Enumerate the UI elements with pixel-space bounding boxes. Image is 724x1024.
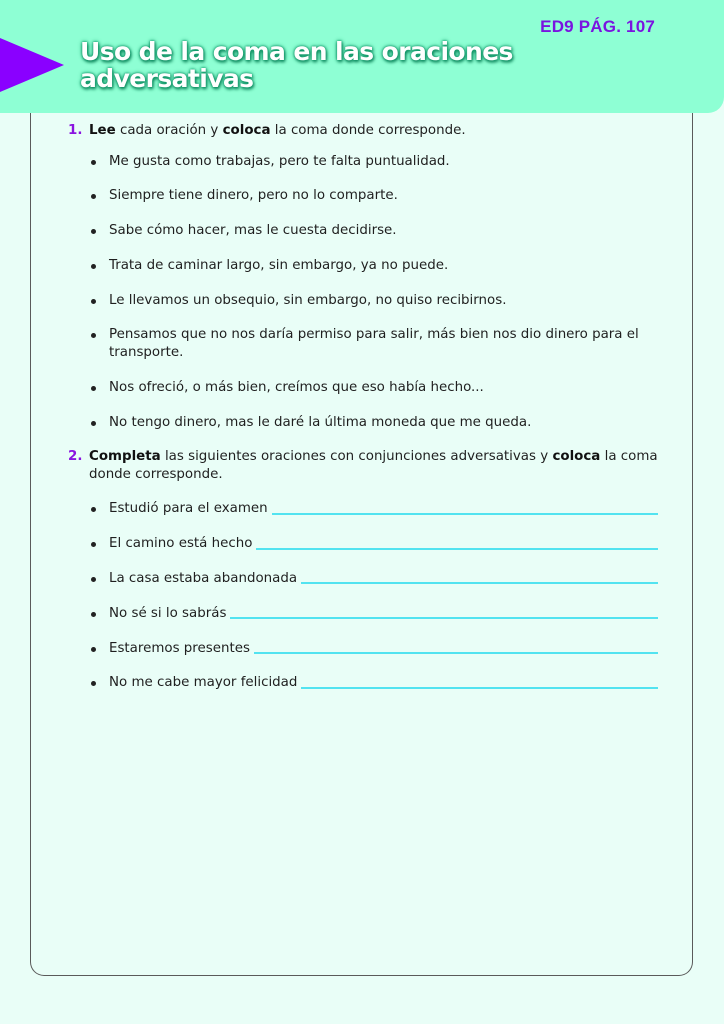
instruction-text: la coma donde corresponde.	[89, 449, 658, 482]
bullet-icon	[91, 577, 96, 582]
sentence-text: No tengo dinero, mas le daré la última moneda que me queda.	[109, 414, 532, 430]
sentence-prompt: La casa estaba abandonada	[109, 570, 298, 586]
bullet-icon	[91, 647, 96, 652]
instruction-text: cada oración y	[115, 123, 223, 138]
answer-blank[interactable]	[230, 617, 658, 619]
sentence-text: Le llevamos un obsequio, sin embargo, no quiso recibirnos.	[109, 292, 507, 308]
bullet-icon	[91, 612, 96, 617]
sentence-prompt: El camino está hecho	[109, 536, 253, 552]
completion-list	[89, 500, 658, 691]
bullet-icon	[91, 333, 96, 338]
bullet-icon	[91, 160, 96, 165]
list-item	[89, 257, 658, 275]
bullet-icon	[91, 229, 96, 234]
list-item	[89, 674, 658, 692]
sentence-prompt: Estudió para el examen	[109, 501, 268, 517]
sentence-prompt: Estaremos presentes	[109, 640, 250, 656]
bullet-icon	[91, 681, 96, 686]
page-title	[80, 38, 600, 92]
exercise-number: 1.	[68, 123, 83, 138]
exercise-1	[68, 122, 658, 431]
instruction-verb: Completa	[89, 449, 161, 465]
list-item	[89, 379, 658, 397]
list-item	[89, 222, 658, 240]
list-item	[89, 570, 658, 588]
instruction-text: las siguientes oraciones con conjunciones adversativas y	[160, 449, 553, 465]
exercise-instruction	[89, 122, 658, 140]
list-item	[89, 326, 658, 361]
sentence-list	[89, 153, 658, 432]
list-item	[89, 292, 658, 310]
sentence-text: Trata de caminar largo, sin embargo, ya no puede.	[109, 257, 449, 273]
instruction-verb: Lee	[89, 123, 116, 138]
sentence-prompt: No sé si lo sabrás	[109, 605, 227, 621]
list-item	[89, 500, 658, 518]
sentence-text: Sabe cómo hacer, mas le cuesta decidirse.	[109, 223, 397, 239]
sentence-text: Nos ofreció, o más bien, creímos que eso había hecho...	[109, 379, 484, 395]
list-item	[89, 535, 658, 553]
header-band	[0, 0, 724, 113]
list-item	[89, 153, 658, 171]
bullet-icon	[91, 421, 96, 426]
bullet-icon	[91, 299, 96, 304]
instruction-verb: coloca	[552, 449, 601, 465]
list-item	[89, 414, 658, 432]
page-title-line-2: adversativas	[80, 64, 254, 93]
answer-blank[interactable]	[301, 582, 658, 584]
exercise-2	[68, 448, 658, 691]
instruction-text: la coma donde corresponde.	[270, 123, 466, 138]
exercise-instruction	[89, 448, 658, 483]
list-item	[89, 605, 658, 623]
list-item	[89, 187, 658, 205]
page-reference: ED9 PÁG. 107	[540, 17, 655, 36]
bullet-icon	[91, 542, 96, 547]
exercise-number: 2.	[68, 449, 83, 465]
page-title-line-1: Uso de la coma en las oraciones	[80, 37, 513, 66]
bullet-icon	[91, 386, 96, 391]
list-item	[89, 640, 658, 658]
answer-blank[interactable]	[254, 652, 658, 654]
answer-blank[interactable]	[256, 548, 658, 550]
answer-blank[interactable]	[272, 513, 658, 515]
triangle-pointer-icon	[0, 38, 64, 92]
answer-blank[interactable]	[301, 687, 658, 689]
worksheet-content	[68, 122, 658, 709]
bullet-icon	[91, 507, 96, 512]
bullet-icon	[91, 194, 96, 199]
sentence-prompt: No me cabe mayor felicidad	[109, 675, 298, 691]
bullet-icon	[91, 264, 96, 269]
sentence-text: Pensamos que no nos daría permiso para salir, más bien nos dio dinero para el transporte.	[109, 327, 639, 360]
sentence-text: Me gusta como trabajas, pero te falta puntualidad.	[109, 153, 450, 169]
sentence-text: Siempre tiene dinero, pero no lo comparte.	[109, 188, 398, 204]
instruction-verb: coloca	[222, 123, 271, 138]
